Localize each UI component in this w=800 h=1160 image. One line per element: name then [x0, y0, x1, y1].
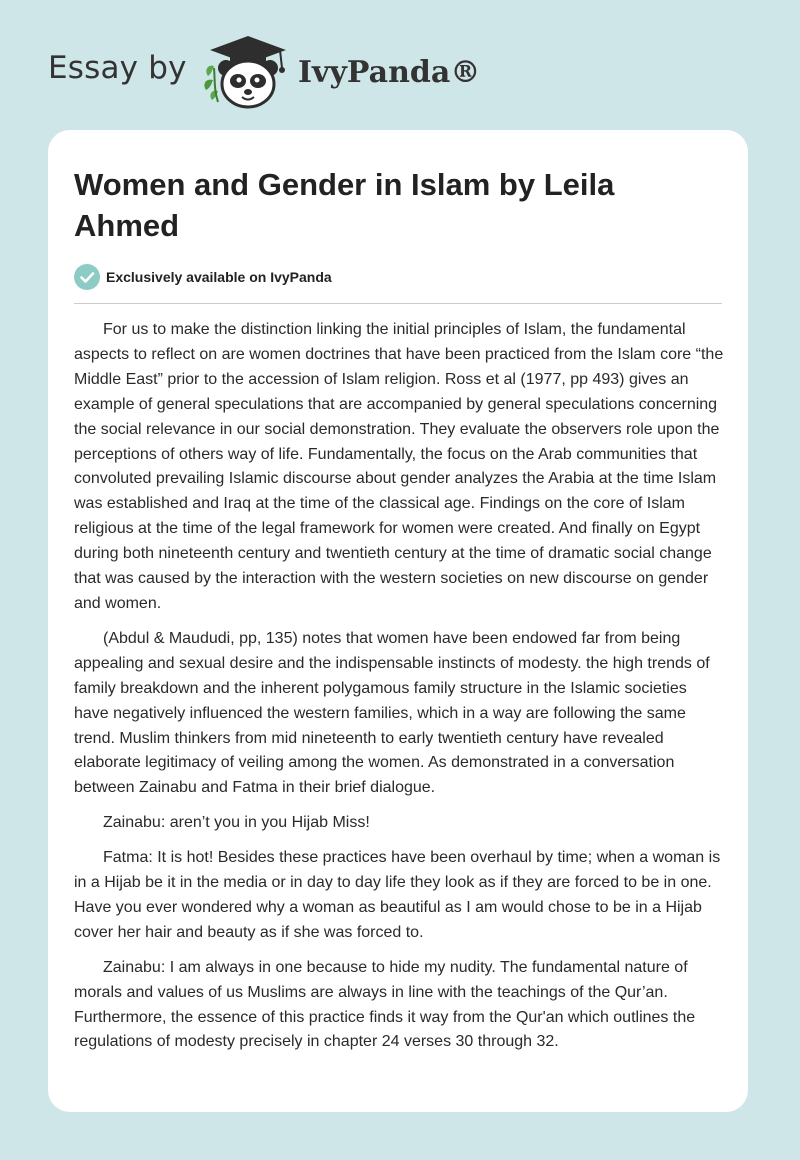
site-header: [48, 30, 752, 110]
essay-by-label: Essay by: [48, 50, 187, 86]
paragraph: Zainabu: aren’t you in you Hijab Miss!: [103, 814, 370, 832]
check-circle-icon: [74, 264, 100, 290]
paragraph: (Abdul & Maududi, pp, 135) notes that women have been endowed far from being appealing and sexual desire and the indispensable instincts of modesty. the high trends of family breakdown and the inherent polygamous family structure in the Islamic societies have negatively influenced the western families, which in a way are following the same trend. Muslim thinkers from mid nineteenth to early twentieth century have revealed elaborate legitimacy of veiling among the women. As demonstrated in a conversation between Zainabu and Fatma in their brief dialogue.: [74, 629, 710, 797]
paragraph: Fatma: It is hot! Besides these practices have been overhaul by time; when a woman is in a Hijab be it in the media or in day to day life they look as if they are forced to be in one. Have you ever wondered why a woman as beautiful as I am would chose to be in a Hijab cover her hair and beauty as if she was forced to.: [74, 849, 721, 941]
exclusive-label: Exclusively available on IvyPanda: [106, 269, 332, 285]
paragraph: Zainabu: I am always in one because to hide my nudity. The fundamental nature of morals and values of us Muslims are always in line with the teachings of the Qur’an. Furthermore, the essence of this practice finds it way from the Qur'an which outlines the regulations of modesty precisely in chapter 24 verses 30 through 32.: [74, 958, 696, 1051]
essay-card: [48, 130, 748, 1112]
page-title: Women and Gender in Islam by Leila Ahmed: [74, 167, 615, 243]
ivypanda-logo[interactable]: [202, 34, 502, 110]
divider: [74, 303, 722, 304]
paragraph: For us to make the distinction linking the initial principles of Islam, the fundamental aspects to reflect on are women doctrines that have been practiced from the Islam core “the Middle East” prior to the accession of Islam religion. Ross et al (1977, pp 493) gives an example of general speculations that are accompanied by general speculations concerning the social relevance in our social demonstration. They evaluate the observers role upon the perceptions of others way of life. Fundamentally, the focus on the Arab communities that convoluted prevailing Islamic discourse about gender analyzes the Arabia at the time Islam was established and Iraq at the time of the classical age. Findings on the core of Islam religious at the time of the legal framework for women were created. And finally on Egypt during both nineteenth century and twentieth century at the time of dramatic social change that was caused by the interaction with the western societies on new discourse on gender and women.: [74, 321, 724, 612]
brand-name: IvyPanda®: [298, 55, 481, 90]
essay-body: [74, 318, 724, 1065]
panda-mascot-icon: [202, 34, 294, 110]
